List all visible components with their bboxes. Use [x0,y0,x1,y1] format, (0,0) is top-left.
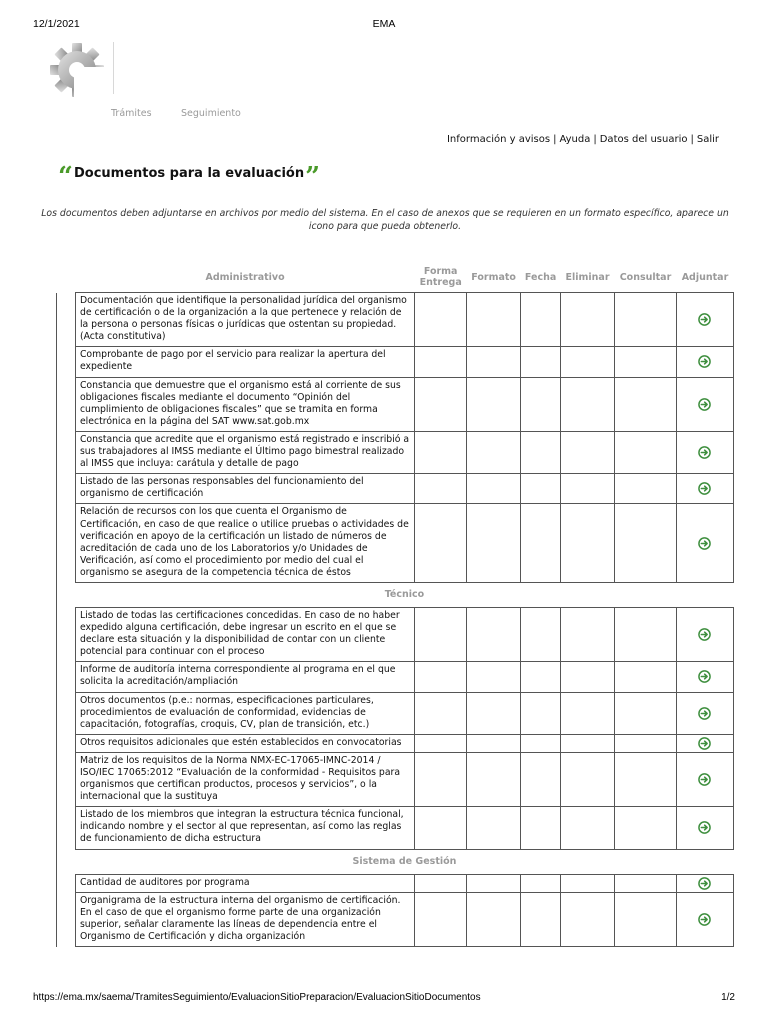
consultar-cell [615,377,677,431]
gear-logo-icon[interactable] [45,40,107,98]
eliminar-cell [561,692,615,734]
forma-entrega-cell [415,662,467,692]
document-description: Comprobante de pago por el servicio para realizar la apertura del expediente [75,347,414,377]
table-row [57,474,734,504]
table-row [57,874,734,892]
table-row [57,607,734,661]
forma-entrega-cell [415,892,467,946]
forma-entrega-cell [415,504,467,583]
row-spacer [57,504,76,583]
header-fecha: Fecha [524,271,557,283]
document-description: Constancia que demuestre que el organismo está al corriente de sus obligaciones fiscales mediante el documento “Opinión del cumplimiento de obligaciones fiscales” que se tramita en forma electrónica en la página del SAT www.sat.gob.mx [75,377,414,431]
document-description: Listado de todas las certificaciones concedidas. En caso de no haber expedido alguna certificación, debe ingresar un escrito en el que se declare esta situación y la disponibilidad de contar con un cliente potencial para continuar con el proceso [75,607,414,661]
consultar-cell [615,892,677,946]
fecha-cell [521,504,561,583]
formato-cell [467,807,521,849]
adjuntar-cell [676,892,733,946]
row-spacer [57,807,76,849]
nav-seguimiento[interactable]: Seguimiento [181,108,241,119]
formato-cell [467,874,521,892]
print-page-number: 1/2 [721,992,735,1003]
fecha-cell [521,807,561,849]
consultar-cell [615,874,677,892]
consultar-cell [615,607,677,661]
fecha-cell [521,874,561,892]
eliminar-cell [561,734,615,752]
formato-cell [467,347,521,377]
eliminar-cell [561,662,615,692]
consultar-cell [615,474,677,504]
consultar-cell [615,692,677,734]
forma-entrega-cell [415,293,467,347]
document-description: Otros requisitos adicionales que estén establecidos en convocatorias [75,734,414,752]
forma-entrega-cell [415,692,467,734]
adjuntar-cell [676,662,733,692]
row-spacer [57,431,76,473]
add-circle-icon[interactable] [698,707,711,720]
formato-cell [467,662,521,692]
add-circle-icon[interactable] [698,398,711,411]
row-spacer [57,662,76,692]
document-description: Relación de recursos con los que cuenta el Organismo de Certificación, en caso de que realice o utilice pruebas o actividades de verificación en apoyo de la certificación un listado de números de acreditación de cada uno de los Laboratorios y/o Unidades de Verificación, así como el procedimiento por medio del cual el organismo se asegura de la competencia técnica de éstos [75,504,414,583]
eliminar-cell [561,474,615,504]
print-title: EMA [372,18,396,30]
adjuntar-cell [676,474,733,504]
consultar-cell [615,662,677,692]
add-circle-icon[interactable] [698,537,711,550]
fecha-cell [521,347,561,377]
link-ayuda[interactable]: Ayuda [559,134,591,145]
formato-cell [467,431,521,473]
fecha-cell [521,692,561,734]
eliminar-cell [561,293,615,347]
row-spacer [57,892,76,946]
top-links [447,134,719,145]
add-circle-icon[interactable] [698,313,711,326]
row-spacer [57,293,76,347]
header-adjuntar: Adjuntar [681,271,729,283]
header-administrativo: Administrativo [205,271,285,283]
eliminar-cell [561,807,615,849]
section-title: Técnico [384,588,425,600]
consultar-cell [615,807,677,849]
forma-entrega-cell [415,607,467,661]
formato-cell [467,474,521,504]
forma-entrega-cell [415,474,467,504]
add-circle-icon[interactable] [698,773,711,786]
add-circle-icon[interactable] [698,821,711,834]
adjuntar-cell [676,752,733,806]
row-spacer [57,347,76,377]
link-salir[interactable]: Salir [696,134,719,145]
row-spacer [57,582,76,607]
consultar-cell [615,293,677,347]
row-spacer [57,377,76,431]
fecha-cell [521,474,561,504]
formato-cell [467,607,521,661]
table-row [57,377,734,431]
forma-entrega-cell [415,734,467,752]
forma-entrega-cell [415,377,467,431]
page-title [58,161,321,192]
close-quote-icon: ” [305,162,321,192]
print-url: https://ema.mx/saema/TramitesSeguimiento/EvaluacionSitioPreparacion/EvaluacionSitioDocumentos [33,992,481,1003]
fecha-cell [521,662,561,692]
header-forma-entrega: Forma Entrega [419,266,462,288]
adjuntar-cell [676,692,733,734]
formato-cell [467,752,521,806]
forma-entrega-cell [415,874,467,892]
table-row [57,752,734,806]
add-circle-icon[interactable] [698,446,711,459]
add-circle-icon[interactable] [698,670,711,683]
page-title-text: Documentos para la evaluación [73,165,305,181]
section-title: Sistema de Gestión [352,855,457,867]
eliminar-cell [561,892,615,946]
table-row [57,504,734,583]
eliminar-cell [561,347,615,377]
adjuntar-cell [676,874,733,892]
consultar-cell [615,431,677,473]
add-circle-icon[interactable] [698,628,711,641]
forma-entrega-cell [415,752,467,806]
consultar-cell [615,504,677,583]
formato-cell [467,692,521,734]
fecha-cell [521,377,561,431]
open-quote-icon: “ [58,162,73,192]
formato-cell [467,734,521,752]
adjuntar-cell [676,607,733,661]
section-row [57,849,734,874]
link-datos-usuario[interactable]: Datos del usuario [599,134,688,145]
document-description: Informe de auditoría interna correspondiente al programa en el que solicita la acreditación/ampliación [75,662,414,692]
table-row [57,734,734,752]
formato-cell [467,504,521,583]
eliminar-cell [561,377,615,431]
separator: | [593,134,597,145]
intro-text: Los documentos deben adjuntarse en archivos por medio del sistema. En el caso de anexos que se requieren en un formato específico, aparece un icono para que pueda obtenerlo. [41,208,729,232]
table-header-row [57,262,734,293]
document-description: Matriz de los requisitos de la Norma NMX-EC-17065-IMNC-2014 / ISO/IEC 17065:2012 “Evaluación de la conformidad - Requisitos para organismos que certifican productos, procesos y servicios”, o la internacional que la sustituya [75,752,414,806]
print-date: 12/1/2021 [33,18,80,30]
row-spacer [57,607,76,661]
row-spacer [57,849,76,874]
adjuntar-cell [676,377,733,431]
forma-entrega-cell [415,347,467,377]
nav-tramites[interactable]: Trámites [111,108,152,119]
document-description: Listado de las personas responsables del funcionamiento del organismo de certificación [75,474,414,504]
add-circle-icon[interactable] [698,913,711,926]
formato-cell [467,293,521,347]
adjuntar-cell [676,431,733,473]
table-row [57,807,734,849]
document-description: Cantidad de auditores por programa [75,874,414,892]
eliminar-cell [561,504,615,583]
fecha-cell [521,752,561,806]
fecha-cell [521,607,561,661]
table-row [57,347,734,377]
link-informacion-avisos[interactable]: Información y avisos [446,134,551,145]
document-description: Otros documentos (p.e.: normas, especificaciones particulares, procedimientos de evaluación de conformidad, evidencias de capacitación, fotografías, croquis, CV, plan de transición, etc.) [75,692,414,734]
document-description: Constancia que acredite que el organismo está registrado e inscribió a sus trabajadores al IMSS mediante el Último pago bimestral realizado al IMSS que incluya: carátula y detalle de pago [75,431,414,473]
add-circle-icon[interactable] [698,355,711,368]
adjuntar-cell [676,807,733,849]
fecha-cell [521,734,561,752]
document-description: Listado de los miembros que integran la estructura técnica funcional, indicando nombre y el sector al que representan, así como las reglas de funcionamiento de dicha estructura [75,807,414,849]
row-spacer [57,752,76,806]
table-row [57,892,734,946]
documents-table [56,262,734,947]
eliminar-cell [561,431,615,473]
fecha-cell [521,293,561,347]
row-spacer [57,474,76,504]
document-description: Organigrama de la estructura interna del organismo de certificación. En el caso de que el organismo forme parte de una organización superior, señalar claramente las líneas de dependencia entre el Organismo de Certificación y dicha organización [75,892,414,946]
consultar-cell [615,347,677,377]
print-header [33,18,735,32]
table-row [57,692,734,734]
formato-cell [467,377,521,431]
fecha-cell [521,431,561,473]
header-consultar: Consultar [619,271,672,283]
header-eliminar: Eliminar [565,271,610,283]
logo-divider [113,42,114,94]
add-circle-icon[interactable] [698,737,711,750]
add-circle-icon[interactable] [698,877,711,890]
document-description: Documentación que identifique la personalidad jurídica del organismo de certificación o de la organización a la que pertenece y relación de la persona o personas físicas o jurídicas que ostentan su propiedad. (Acta constitutiva) [75,293,414,347]
adjuntar-cell [676,734,733,752]
header-formato: Formato [471,271,516,283]
row-spacer [57,734,76,752]
table-row [57,293,734,347]
header-spacer [57,262,76,293]
row-spacer [57,874,76,892]
print-footer [33,992,735,1006]
table-row [57,662,734,692]
eliminar-cell [561,607,615,661]
eliminar-cell [561,874,615,892]
eliminar-cell [561,752,615,806]
forma-entrega-cell [415,431,467,473]
forma-entrega-cell [415,807,467,849]
formato-cell [467,892,521,946]
section-row [57,582,734,607]
adjuntar-cell [676,293,733,347]
consultar-cell [615,752,677,806]
separator: | [690,134,694,145]
adjuntar-cell [676,347,733,377]
add-circle-icon[interactable] [698,482,711,495]
separator: | [553,134,557,145]
adjuntar-cell [676,504,733,583]
fecha-cell [521,892,561,946]
table-row [57,431,734,473]
row-spacer [57,692,76,734]
consultar-cell [615,734,677,752]
